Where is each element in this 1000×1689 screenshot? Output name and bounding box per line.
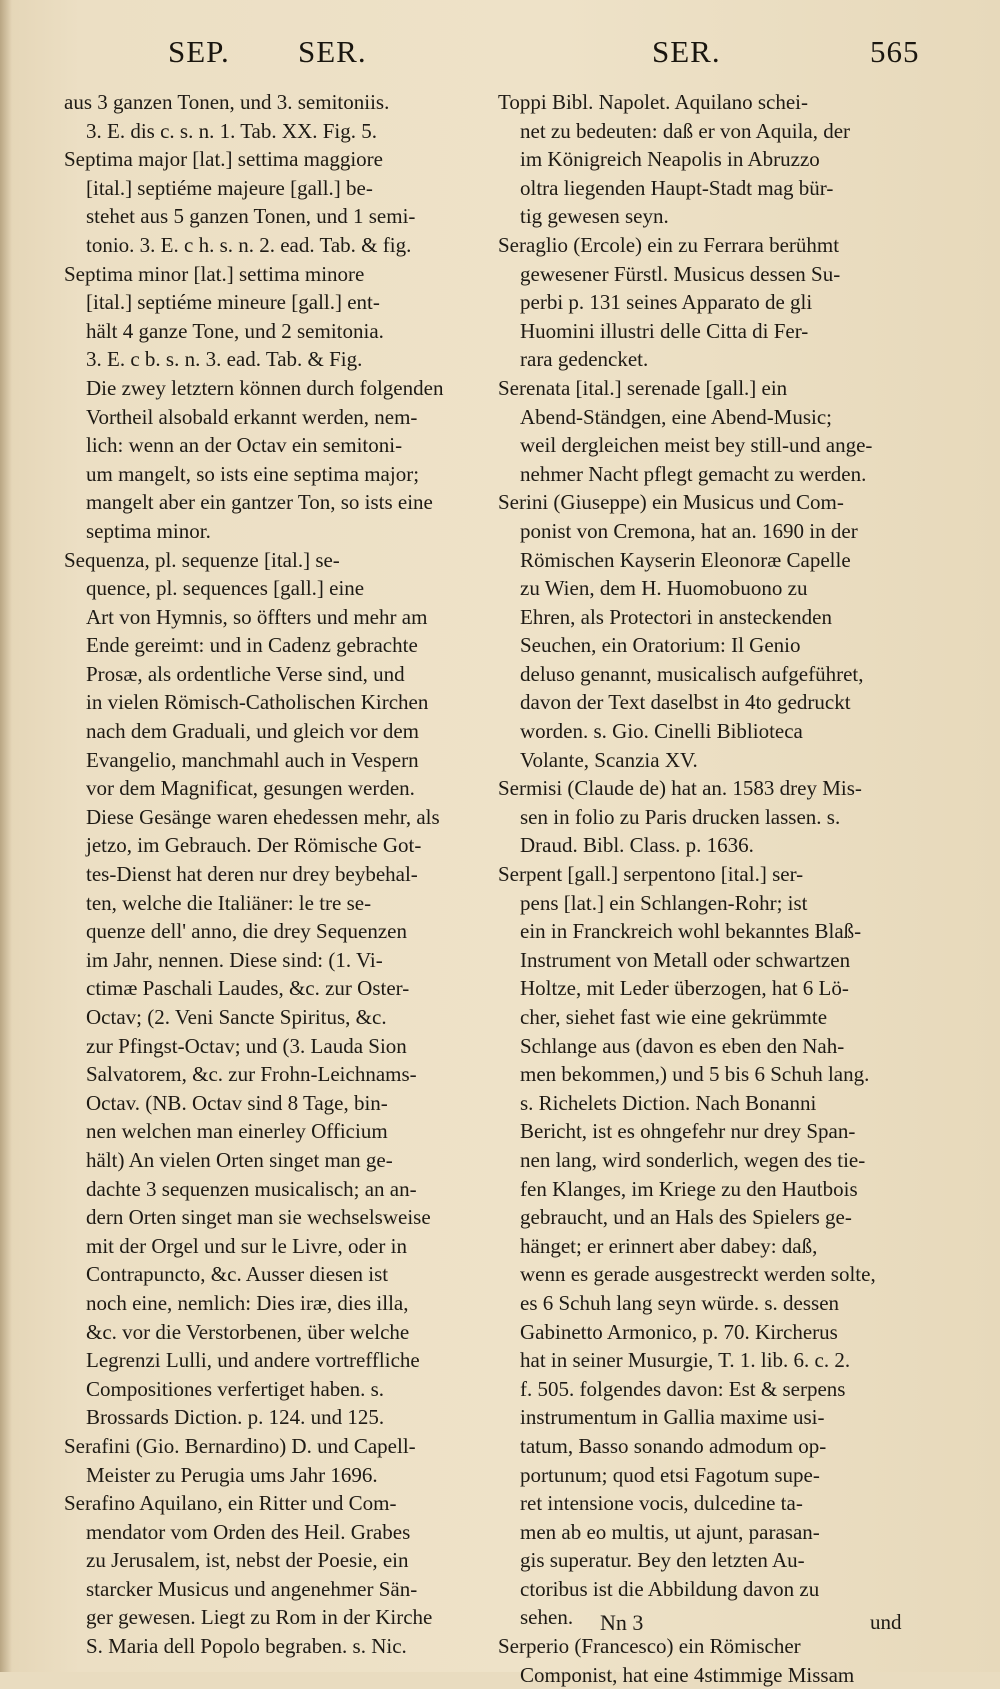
entry-line: weil dergleichen meist bey still-und ange- [520, 433, 873, 458]
entry-line: Römischen Kayserin Eleonoræ Capelle [520, 547, 851, 572]
entry-line: ein in Franckreich wohl bekanntes Blaß- [520, 919, 862, 944]
entry-line: Septima major [lat.] settima maggiore [64, 147, 383, 172]
entry-line: nehmer Nacht pflegt gemacht zu werden. [520, 461, 867, 486]
entry-line: Vortheil alsobald erkannt werden, nem- [86, 404, 418, 429]
entry-line: tig gewesen seyn. [520, 204, 669, 229]
entry-line: deluso genannt, musicalisch aufgeführet, [520, 661, 864, 686]
entry-line: instrumentum in Gallia maxime usi- [520, 1405, 825, 1430]
entry-line: pens [lat.] ein Schlangen-Rohr; ist [520, 890, 808, 915]
entry-line: dachte 3 sequenzen musicalisch; an an- [86, 1176, 417, 1201]
right-column [498, 88, 910, 1689]
entry-line: men bekommen,) und 5 bis 6 Schuh lang. [520, 1062, 870, 1087]
entry-line: hält 4 ganze Tone, und 2 semitonia. [86, 318, 384, 343]
entry-line: tonio. 3. E. c h. s. n. 2. ead. Tab. & fig. [86, 232, 412, 257]
entry-line: es 6 Schuh lang seyn würde. s. dessen [520, 1290, 840, 1315]
entry-line: ger gewesen. Liegt zu Rom in der Kirche [86, 1605, 433, 1630]
entry-line: 3. E. c b. s. n. 3. ead. Tab. & Fig. [86, 347, 363, 372]
entry-line: Gabinetto Armonico, p. 70. Kircherus [520, 1319, 838, 1344]
page-number: 565 [870, 34, 920, 69]
dictionary-entry [64, 1432, 474, 1489]
running-head [0, 34, 1000, 84]
entry-line: Legrenzi Lulli, und andere vortreffliche [86, 1348, 420, 1373]
entry-line: Brossards Diction. p. 124. und 125. [86, 1405, 385, 1430]
entry-line: ctimæ Paschali Laudes, &c. zur Oster- [86, 976, 410, 1001]
dictionary-entry [64, 88, 474, 145]
signature-mark: Nn 3 [600, 1610, 644, 1635]
entry-line: septima minor. [86, 518, 211, 543]
entry-line: im Königreich Neapolis in Abruzzo [520, 147, 820, 172]
entry-line: mit der Orgel und sur le Livre, oder in [86, 1233, 407, 1258]
entry-line: s. Richelets Diction. Nach Bonanni [520, 1090, 817, 1115]
entry-line: [ital.] septiéme majeure [gall.] be- [86, 175, 373, 200]
entry-line: Instrument von Metall oder schwartzen [520, 947, 851, 972]
page-gutter-shadow [0, 0, 12, 1672]
left-column [64, 88, 474, 1661]
entry-line: fen Klanges, im Kriege zu den Hautbois [520, 1176, 858, 1201]
entry-line: Ehren, als Protectori in ansteckenden [520, 604, 832, 629]
entry-line: Evangelio, manchmahl auch in Vespern [86, 747, 419, 772]
running-head-left-a: SEP. [168, 34, 230, 69]
entry-line: f. 505. folgendes davon: Est & serpens [520, 1376, 846, 1401]
entry-line: mendator vom Orden des Heil. Grabes [86, 1519, 411, 1544]
entry-line: hat in seiner Musurgie, T. 1. lib. 6. c. 2. [520, 1348, 851, 1373]
entry-line: ten, welche die Italiäner: le tre se- [86, 890, 372, 915]
running-head-right: SER. [652, 34, 721, 69]
entry-line: Seuchen, ein Oratorium: Il Genio [520, 633, 801, 658]
entry-line: nen lang, wird sonderlich, wegen des tie- [520, 1147, 866, 1172]
entry-line: Abend-Ständgen, eine Abend-Music; [520, 404, 833, 429]
entry-line: jetzo, im Gebrauch. Der Römische Got- [86, 833, 422, 858]
entry-line: Ende gereimt: und in Cadenz gebrachte [86, 633, 418, 658]
dictionary-entry [64, 145, 474, 259]
dictionary-entry [498, 860, 910, 1632]
dictionary-entry [498, 374, 910, 488]
entry-line: tatum, Basso sonando admodum op- [520, 1433, 827, 1458]
catchword: und [870, 1610, 902, 1634]
entry-line: oltra liegenden Haupt-Stadt mag bür- [520, 175, 834, 200]
page-footer [0, 1610, 1000, 1644]
entry-line: mangelt aber ein gantzer Ton, so ists eine [86, 490, 433, 515]
entry-line: starcker Musicus und angenehmer Sän- [86, 1576, 418, 1601]
entry-line: cher, siehet fast wie eine gekrümmte [520, 1005, 828, 1029]
entry-line: ponist von Cremona, hat an. 1690 in der [520, 518, 858, 543]
entry-line: Salvatorem, &c. zur Frohn-Leichnams- [86, 1062, 417, 1087]
entry-line: 3. E. dis c. s. n. 1. Tab. XX. Fig. 5. [86, 118, 377, 143]
entry-line: im Jahr, nennen. Diese sind: (1. Vi- [86, 947, 383, 972]
entry-line: zur Pfingst-Octav; und (3. Lauda Sion [86, 1033, 407, 1058]
entry-line: Sermisi (Claude de) hat an. 1583 drey Mis- [498, 776, 862, 801]
entry-line: hält) An vielen Orten singet man ge- [86, 1147, 393, 1172]
entry-line: gewesener Fürstl. Musicus dessen Su- [520, 261, 841, 286]
entry-line: Art von Hymnis, so öffters und mehr am [86, 604, 428, 629]
entry-line: Compositiones verfertiget haben. s. [86, 1376, 385, 1401]
entry-line: Serperio (Francesco) ein Römischer [498, 1634, 801, 1659]
entry-line: gebraucht, und an Hals des Spielers ge- [520, 1205, 852, 1230]
entry-line: Contrapuncto, &c. Ausser diesen ist [86, 1262, 389, 1287]
entry-line: vor dem Magnificat, gesungen werden. [86, 776, 415, 801]
entry-line: zu Wien, dem H. Huomobuono zu [520, 576, 808, 601]
entry-line: S. Maria dell Popolo begraben. s. Nic. [86, 1634, 407, 1659]
entry-line: Serpent [gall.] serpentono [ital.] ser- [498, 862, 804, 887]
entry-line: quenze dell' anno, die drey Sequenzen [86, 919, 407, 944]
entry-line: davon der Text daselbst in 4to gedruckt [520, 690, 851, 715]
entry-line: Seraglio (Ercole) ein zu Ferrara berühmt [498, 232, 840, 257]
dictionary-entry [64, 546, 474, 1432]
entry-line: quence, pl. sequences [gall.] eine [86, 576, 365, 601]
entry-line: Volante, Scanzia XV. [520, 747, 698, 772]
entry-line: ret intensione vocis, dulcedine ta- [520, 1491, 803, 1516]
entry-line: gis superatur. Bey den letzten Au- [520, 1548, 805, 1573]
entry-line: Componist, hat eine 4stimmige Missam [520, 1662, 855, 1687]
entry-line: nen welchen man einerley Officium [86, 1119, 388, 1144]
entry-line: ctoribus ist die Abbildung davon zu [520, 1576, 820, 1601]
entry-line: worden. s. Gio. Cinelli Biblioteca [520, 719, 803, 744]
entry-line: in vielen Römisch-Catholischen Kirchen [86, 690, 429, 715]
entry-line: nach dem Graduali, und gleich vor dem [86, 719, 419, 744]
entry-line: zu Jerusalem, ist, nebst der Poesie, ein [86, 1548, 409, 1573]
entry-line: Die zwey letztern können durch folgenden [86, 375, 444, 400]
entry-line: dern Orten singet man sie wechselsweise [86, 1205, 431, 1230]
entry-line: [ital.] septiéme mineure [gall.] ent- [86, 290, 380, 315]
entry-line: sehen. [520, 1605, 574, 1630]
entry-line: Serafino Aquilano, ein Ritter und Com- [64, 1491, 397, 1516]
entry-line: Serafini (Gio. Bernardino) D. und Capell- [64, 1433, 416, 1458]
entry-line: Huomini illustri delle Citta di Fer- [520, 318, 809, 343]
entry-line: Bericht, ist es ohngefehr nur drey Span- [520, 1119, 856, 1144]
entry-line: Toppi Bibl. Napolet. Aquilano schei- [498, 90, 808, 114]
entry-line: noch eine, nemlich: Dies iræ, dies illa, [86, 1290, 409, 1315]
entry-line: Octav. (NB. Octav sind 8 Tage, bin- [86, 1090, 388, 1115]
entry-line: rara gedencket. [520, 347, 649, 372]
entry-line: net zu bedeuten: daß er von Aquila, der [520, 118, 851, 143]
entry-line: tes-Dienst hat deren nur drey beybehal- [86, 862, 418, 887]
entry-line: Meister zu Perugia ums Jahr 1696. [86, 1462, 378, 1487]
entry-line: lich: wenn an der Octav ein semitoni- [86, 433, 403, 458]
entry-line: Draud. Bibl. Class. p. 1636. [520, 833, 754, 858]
entry-line: Serini (Giuseppe) ein Musicus und Com- [498, 490, 844, 515]
entry-line: stehet aus 5 ganzen Tonen, und 1 semi- [86, 204, 416, 229]
entry-line: aus 3 ganzen Tonen, und 3. semitoniis. [64, 90, 390, 114]
entry-line: perbi p. 131 seines Apparato de gli [520, 290, 813, 315]
entry-line: Serenata [ital.] serenade [gall.] ein [498, 375, 788, 400]
entry-line: Octav; (2. Veni Sancte Spiritus, &c. [86, 1005, 387, 1029]
entry-line: Prosæ, als ordentliche Verse sind, und [86, 661, 405, 686]
entry-line: men ab eo multis, ut ajunt, parasan- [520, 1519, 820, 1544]
running-head-left-b: SER. [298, 34, 367, 69]
entry-line: Diese Gesänge waren ehedessen mehr, als [86, 804, 440, 829]
entry-line: portunum; quod etsi Fagotum supe- [520, 1462, 820, 1487]
entry-line: &c. vor die Verstorbenen, über welche [86, 1319, 410, 1344]
dictionary-entry [498, 88, 910, 231]
dictionary-entry [498, 488, 910, 774]
entry-line: Sequenza, pl. sequenze [ital.] se- [64, 547, 340, 572]
entry-line: Septima minor [lat.] settima minore [64, 261, 365, 286]
entry-line: sen in folio zu Paris drucken lassen. s. [520, 804, 841, 829]
entry-line: Schlange aus (davon es eben den Nah- [520, 1033, 845, 1058]
dictionary-entry [498, 231, 910, 374]
entry-line: Holtze, mit Leder überzogen, hat 6 Lö- [520, 976, 849, 1001]
dictionary-entry [64, 260, 474, 546]
dictionary-entry [498, 774, 910, 860]
entry-line: hänget; er erinnert aber dabey: daß, [520, 1233, 818, 1258]
entry-line: wenn es gerade ausgestreckt werden solte, [520, 1262, 876, 1287]
entry-line: um mangelt, so ists eine septima major; [86, 461, 420, 486]
